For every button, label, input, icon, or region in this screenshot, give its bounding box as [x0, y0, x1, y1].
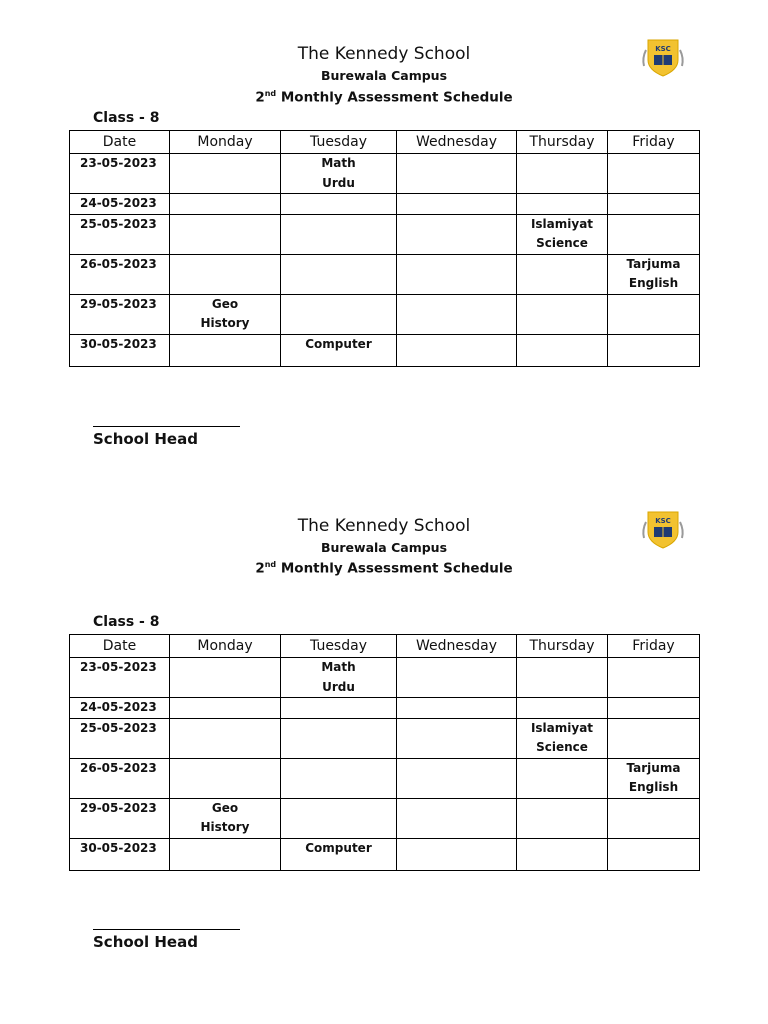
header-date: Date: [70, 131, 170, 154]
date-cell: 30-05-2023: [70, 838, 170, 870]
date-cell: 24-05-2023: [70, 194, 170, 215]
header-monday: Monday: [170, 635, 281, 658]
signature-line: [93, 929, 240, 930]
schedule-table: [69, 130, 700, 367]
table-cell: Geo History: [170, 294, 281, 334]
table-cell: [608, 838, 700, 870]
table-row: [70, 758, 700, 798]
schedule-title: [0, 560, 768, 577]
campus-name: Burewala Campus: [320, 68, 448, 83]
table-cell: Computer: [281, 838, 397, 870]
table-cell: [281, 294, 397, 334]
table-cell: [170, 758, 281, 798]
schedule-ordinal-suffix: nd: [264, 89, 277, 98]
table-cell: [170, 254, 281, 294]
date-cell: 26-05-2023: [70, 758, 170, 798]
header-friday: Friday: [608, 635, 700, 658]
date-cell: 25-05-2023: [70, 214, 170, 254]
table-cell: [517, 658, 608, 698]
table-cell: [397, 334, 517, 366]
table-row: [70, 254, 700, 294]
school-name: The Kennedy School: [297, 516, 471, 536]
table-cell: [608, 154, 700, 194]
table-row: [70, 154, 700, 194]
table-cell: [397, 718, 517, 758]
table-cell: [397, 658, 517, 698]
date-cell: 23-05-2023: [70, 658, 170, 698]
table-cell: Geo History: [170, 798, 281, 838]
table-header-row: [70, 635, 700, 658]
table-cell: [517, 154, 608, 194]
schedule-ordinal: 2: [255, 89, 265, 106]
table-cell: [170, 334, 281, 366]
table-cell: [281, 718, 397, 758]
table-cell: [170, 718, 281, 758]
campus-name: Burewala Campus: [320, 540, 448, 555]
table-cell: [170, 698, 281, 719]
table-cell: [281, 194, 397, 215]
table-cell: [397, 194, 517, 215]
header-wednesday: Wednesday: [397, 131, 517, 154]
table-row: [70, 698, 700, 719]
schedule-ordinal: 2: [255, 560, 265, 577]
table-cell: [170, 214, 281, 254]
table-cell: [170, 194, 281, 215]
table-cell: Islamiyat Science: [517, 214, 608, 254]
date-cell: 30-05-2023: [70, 334, 170, 366]
logo-text: KSC: [655, 517, 671, 525]
table-cell: [608, 718, 700, 758]
table-cell: [397, 294, 517, 334]
date-cell: 23-05-2023: [70, 154, 170, 194]
header-date: Date: [70, 635, 170, 658]
table-cell: Islamiyat Science: [517, 718, 608, 758]
table-header-row: [70, 131, 700, 154]
table-cell: [517, 334, 608, 366]
header-wednesday: Wednesday: [397, 635, 517, 658]
table-cell: Tarjuma English: [608, 758, 700, 798]
schedule-table: [69, 634, 700, 871]
date-cell: 29-05-2023: [70, 294, 170, 334]
table-cell: [397, 698, 517, 719]
table-cell: [170, 154, 281, 194]
table-cell: [608, 798, 700, 838]
table-row: [70, 718, 700, 758]
schedule-title: [0, 89, 768, 106]
table-cell: [517, 254, 608, 294]
header-monday: Monday: [170, 131, 281, 154]
date-cell: 29-05-2023: [70, 798, 170, 838]
table-cell: [608, 334, 700, 366]
table-cell: [608, 294, 700, 334]
school-logo: [640, 508, 686, 552]
table-cell: [608, 698, 700, 719]
table-row: [70, 658, 700, 698]
header-tuesday: Tuesday: [281, 131, 397, 154]
table-cell: Computer: [281, 334, 397, 366]
table-row: [70, 334, 700, 366]
header-tuesday: Tuesday: [281, 635, 397, 658]
table-cell: [397, 758, 517, 798]
class-label: Class - 8: [93, 110, 160, 126]
table-cell: [517, 294, 608, 334]
table-cell: [608, 658, 700, 698]
table-cell: Math Urdu: [281, 658, 397, 698]
table-cell: [170, 838, 281, 870]
table-row: [70, 294, 700, 334]
table-cell: [517, 798, 608, 838]
table-cell: [281, 758, 397, 798]
signature-line: [93, 426, 240, 427]
date-cell: 25-05-2023: [70, 718, 170, 758]
logo-text: KSC: [655, 45, 671, 53]
date-cell: 26-05-2023: [70, 254, 170, 294]
table-row: [70, 214, 700, 254]
school-name: The Kennedy School: [297, 44, 471, 64]
table-cell: [608, 194, 700, 215]
table-cell: [397, 254, 517, 294]
date-cell: 24-05-2023: [70, 698, 170, 719]
table-cell: [517, 194, 608, 215]
schedule-title-text: Monthly Assessment Schedule: [276, 560, 513, 577]
signature-label: School Head: [93, 430, 198, 448]
table-cell: [281, 698, 397, 719]
signature-label: School Head: [93, 933, 198, 951]
table-cell: [281, 214, 397, 254]
table-cell: [281, 254, 397, 294]
schedule-title-text: Monthly Assessment Schedule: [276, 89, 513, 106]
table-row: [70, 798, 700, 838]
table-cell: Math Urdu: [281, 154, 397, 194]
table-cell: [517, 838, 608, 870]
header-friday: Friday: [608, 131, 700, 154]
table-cell: [397, 798, 517, 838]
table-cell: [397, 838, 517, 870]
table-cell: [517, 698, 608, 719]
table-cell: [397, 214, 517, 254]
header-thursday: Thursday: [517, 635, 608, 658]
table-cell: [397, 154, 517, 194]
table-row: [70, 194, 700, 215]
header-thursday: Thursday: [517, 131, 608, 154]
school-logo: [640, 36, 686, 80]
table-row: [70, 838, 700, 870]
table-cell: Tarjuma English: [608, 254, 700, 294]
table-cell: [517, 758, 608, 798]
table-cell: [281, 798, 397, 838]
table-cell: [608, 214, 700, 254]
schedule-ordinal-suffix: nd: [264, 560, 277, 569]
table-cell: [170, 658, 281, 698]
class-label: Class - 8: [93, 614, 160, 630]
